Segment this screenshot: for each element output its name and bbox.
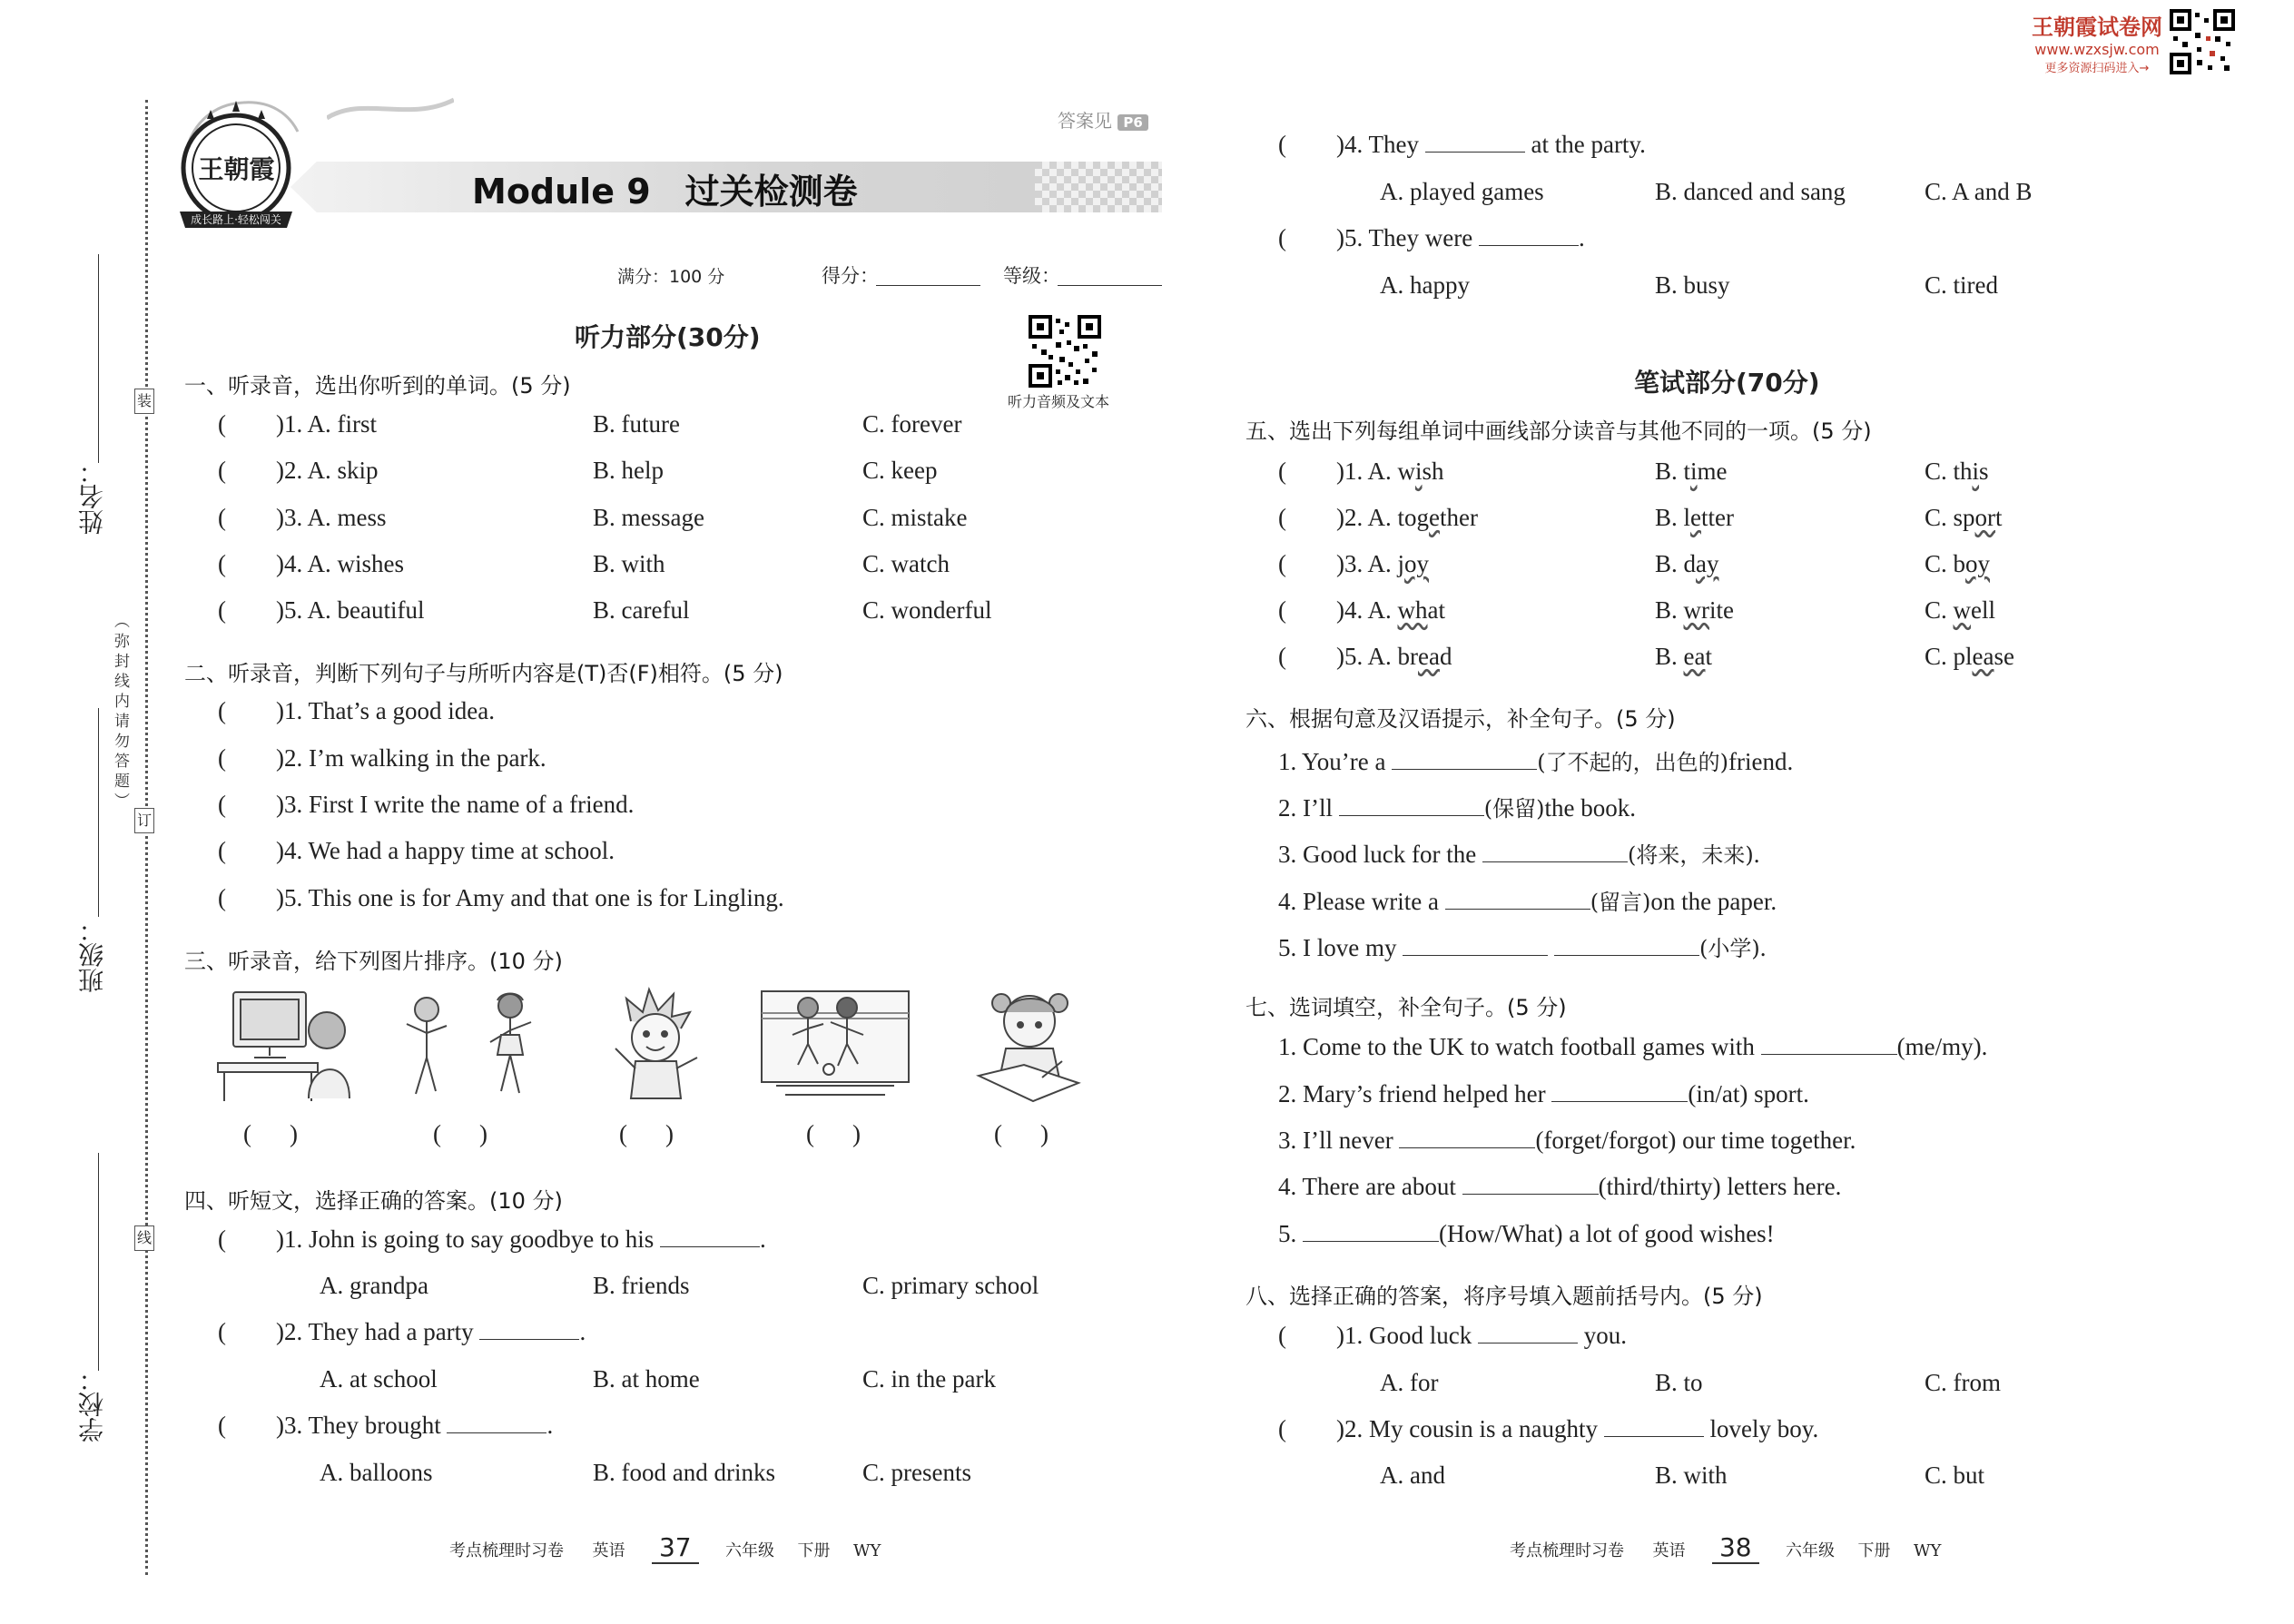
picture-4-answer[interactable]: ( ) xyxy=(806,1120,861,1147)
footer-left-term: 下册 xyxy=(797,1541,831,1560)
site-note: 更多资源扫码进入→ xyxy=(2044,62,2150,75)
s7-q3: 3. I’ll never (forget/forgot) our time together. xyxy=(1278,1127,1856,1154)
s5-q5-b: B. eat xyxy=(1655,643,1712,670)
picture-children-football xyxy=(758,988,912,1106)
s4-q2: ( )2. They had a party . xyxy=(218,1318,586,1345)
s1-q4-b: B. with xyxy=(593,550,665,577)
s5-q1-c: C. this xyxy=(1925,458,1989,485)
s1-q4: ( )4. A. wishes xyxy=(218,550,404,577)
footer-right-page: 38 xyxy=(1712,1532,1759,1564)
s4-q4-b: B. danced and sang xyxy=(1655,178,1846,205)
score-field[interactable] xyxy=(876,285,980,286)
school-label: 学校： xyxy=(77,1366,107,1442)
s1-q4-c: C. watch xyxy=(862,550,950,577)
s6-q5: 5. I love my (小学). xyxy=(1278,934,1767,961)
title-banner-checker xyxy=(1035,162,1162,212)
footer-right-subject: 英语 xyxy=(1652,1541,1686,1560)
s8-q2-a: A. and xyxy=(1380,1462,1445,1489)
picture-girl-at-computer xyxy=(213,985,359,1107)
s4-q1-b: B. friends xyxy=(593,1272,690,1299)
s5-q3-b: B. day xyxy=(1655,550,1719,577)
section-7-title: 七、选词填空，补全句子。(5 分) xyxy=(1245,995,1567,1020)
s1-q1-b: B. future xyxy=(593,410,680,438)
s7-q1: 1. Come to the UK to watch football games with (me/my). xyxy=(1278,1033,1988,1060)
s4-q5: ( )5. They were . xyxy=(1278,224,1585,251)
s4-q2-b: B. at home xyxy=(593,1365,700,1393)
footer-left-series: 考点梳理时习卷 xyxy=(449,1541,564,1560)
s4-q5-a: A. happy xyxy=(1380,271,1470,299)
footer-left-grade: 六年级 xyxy=(725,1541,775,1560)
title-ribbon-deco xyxy=(327,95,454,123)
section-4-title: 四、听短文，选择正确的答案。(10 分) xyxy=(184,1188,563,1214)
footer-right-term: 下册 xyxy=(1857,1541,1891,1560)
logo-subtitle: 成长路上·轻松闯关 xyxy=(191,213,281,226)
s4-q3-b: B. food and drinks xyxy=(593,1459,775,1486)
s4-q2-c: C. in the park xyxy=(862,1365,996,1393)
s4-q1-c: C. primary school xyxy=(862,1272,1039,1299)
s4-q5-c: C. tired xyxy=(1925,271,1998,299)
footer-right-series: 考点梳理时习卷 xyxy=(1510,1541,1624,1560)
s4-q5-b: B. busy xyxy=(1655,271,1730,299)
grade-field[interactable] xyxy=(1058,285,1162,286)
footer-right xyxy=(1510,1532,1941,1562)
s5-q2-c: C. sport xyxy=(1925,504,2003,531)
s4-q4: ( )4. They at the party. xyxy=(1278,131,1646,158)
s4-q1-a: A. grandpa xyxy=(320,1272,428,1299)
s5-q3: ( )3. A. joy xyxy=(1278,550,1430,577)
s8-q2-b: B. with xyxy=(1655,1462,1728,1489)
s4-q3: ( )3. They brought . xyxy=(218,1412,554,1439)
s4-q3-a: A. balloons xyxy=(320,1459,433,1486)
writing-heading: 笔试部分(70分) xyxy=(1634,368,1820,398)
s4-q4-a: A. played games xyxy=(1380,178,1544,205)
section-2-title: 二、听录音，判断下列句子与所听内容是(T)否(F)相符。(5 分) xyxy=(184,661,783,686)
binding-dotted-line xyxy=(145,100,148,1575)
site-qr-code[interactable] xyxy=(2170,9,2235,74)
answer-page-badge: P6 xyxy=(1117,114,1147,131)
s2-q2: ( )2. I’m walking in the park. xyxy=(218,744,546,772)
s1-q3-b: B. message xyxy=(593,504,704,531)
s1-q2-c: C. keep xyxy=(862,457,938,484)
s8-q1: ( )1. Good luck you. xyxy=(1278,1322,1627,1349)
s5-q3-c: C. boy xyxy=(1925,550,1991,577)
seal-note: （弥封线内请勿答题） xyxy=(111,613,129,812)
s1-q5-b: B. careful xyxy=(593,596,690,624)
brand-logo xyxy=(171,95,302,241)
s1-q2-b: B. help xyxy=(593,457,664,484)
school-field[interactable] xyxy=(98,1153,99,1371)
class-field[interactable] xyxy=(98,708,99,917)
s1-q2: ( )2. A. skip xyxy=(218,457,379,484)
picture-girl-writing xyxy=(960,985,1088,1107)
footer-left-page: 37 xyxy=(652,1532,699,1564)
class-label: 班级： xyxy=(77,917,107,993)
s5-q1-b: B. time xyxy=(1655,458,1728,485)
picture-two-children xyxy=(399,989,545,1107)
site-name: 王朝霞试卷网 xyxy=(2032,15,2162,40)
s8-q2-c: C. but xyxy=(1925,1462,1985,1489)
answer-ref xyxy=(1058,106,1148,133)
s1-q3: ( )3. A. mess xyxy=(218,504,387,531)
s7-q5: 5. (How/What) a lot of good wishes! xyxy=(1278,1220,1775,1247)
s8-q1-a: A. for xyxy=(1380,1369,1439,1396)
page-title: Module 9 过关检测卷 xyxy=(472,172,858,212)
s7-q2: 2. Mary’s friend helped her (in/at) sport. xyxy=(1278,1080,1809,1107)
s2-q1: ( )1. That’s a good idea. xyxy=(218,697,495,724)
site-brand[interactable] xyxy=(2029,9,2165,73)
name-label: 姓名： xyxy=(77,458,107,535)
s6-q4: 4. Please write a (留言)on the paper. xyxy=(1278,888,1777,915)
site-url: www.wzxsjw.com xyxy=(2034,41,2160,58)
s1-q5: ( )5. A. beautiful xyxy=(218,596,425,624)
qr-caption: 听力音频及文本 xyxy=(1008,393,1110,410)
section-8-title: 八、选择正确的答案，将序号填入题前括号内。(5 分) xyxy=(1245,1284,1763,1309)
s1-q3-c: C. mistake xyxy=(862,504,968,531)
s2-q5: ( )5. This one is for Amy and that one is for Lingling. xyxy=(218,884,784,911)
footer-right-ver: WY xyxy=(1913,1541,1942,1560)
seal-mark-zhuang: 装 xyxy=(134,389,154,414)
s6-q2: 2. I’ll (保留)the book. xyxy=(1278,794,1636,822)
grade-label: 等级： xyxy=(1003,265,1060,287)
s5-q5-c: C. please xyxy=(1925,643,2014,670)
section-5-title: 五、选出下列每组单词中画线部分读音与其他不同的一项。(5 分) xyxy=(1245,418,1872,444)
s5-q4: ( )4. A. what xyxy=(1278,596,1445,624)
picture-5-answer[interactable]: ( ) xyxy=(994,1120,1049,1147)
s6-q1: 1. You’re a (了不起的，出色的)friend. xyxy=(1278,748,1794,775)
s4-q3-c: C. presents xyxy=(862,1459,971,1486)
s6-q3: 3. Good luck for the (将来，未来). xyxy=(1278,841,1760,868)
seal-mark-xian: 线 xyxy=(134,1225,154,1251)
picture-2-answer[interactable]: ( ) xyxy=(433,1120,487,1147)
s2-q3: ( )3. First I write the name of a friend. xyxy=(218,791,635,818)
s5-q1: ( )1. A. wish xyxy=(1278,458,1444,485)
s5-q2: ( )2. A. together xyxy=(1278,504,1478,531)
s5-q2-b: B. letter xyxy=(1655,504,1734,531)
seal-mark-ding: 订 xyxy=(134,808,154,833)
s1-q1: ( )1. A. first xyxy=(218,410,377,438)
picture-boy-waving xyxy=(599,985,717,1107)
s8-q1-b: B. to xyxy=(1655,1369,1703,1396)
s5-q5: ( )5. A. bread xyxy=(1278,643,1452,670)
footer-left-ver: WY xyxy=(852,1541,881,1560)
full-score: 满分：100 分 xyxy=(617,267,725,287)
s4-q1: ( )1. John is going to say goodbye to his . xyxy=(218,1225,766,1253)
section-6-title: 六、根据句意及汉语提示，补全句子。(5 分) xyxy=(1245,706,1676,732)
picture-3-answer[interactable]: ( ) xyxy=(619,1120,674,1147)
picture-1-answer[interactable]: ( ) xyxy=(243,1120,298,1147)
s7-q4: 4. There are about (third/thirty) letters here. xyxy=(1278,1173,1842,1200)
s5-q4-b: B. write xyxy=(1655,596,1735,624)
qr-code-audio[interactable] xyxy=(1029,315,1101,388)
s4-q4-c: C. A and B xyxy=(1925,178,2033,205)
footer-right-grade: 六年级 xyxy=(1786,1541,1836,1560)
section-1-title: 一、听录音，选出你听到的单词。(5 分) xyxy=(184,373,571,399)
s8-q2: ( )2. My cousin is a naughty lovely boy. xyxy=(1278,1415,1819,1442)
score-label: 得分： xyxy=(822,265,879,287)
footer-left-subject: 英语 xyxy=(592,1541,625,1560)
s5-q4-c: C. well xyxy=(1925,596,1996,624)
s4-q2-a: A. at school xyxy=(320,1365,438,1393)
answer-ref-label: 答案见 xyxy=(1058,110,1112,132)
section-3-title: 三、听录音，给下列图片排序。(10 分) xyxy=(184,949,563,974)
footer-left xyxy=(449,1532,881,1562)
listening-heading: 听力部分(30分) xyxy=(575,322,761,352)
s8-q1-c: C. from xyxy=(1925,1369,2001,1396)
name-field[interactable] xyxy=(98,254,99,463)
s1-q5-c: C. wonderful xyxy=(862,596,992,624)
s2-q4: ( )4. We had a happy time at school. xyxy=(218,837,615,864)
logo-text: 王朝霞 xyxy=(198,154,275,184)
s1-q1-c: C. forever xyxy=(862,410,962,438)
